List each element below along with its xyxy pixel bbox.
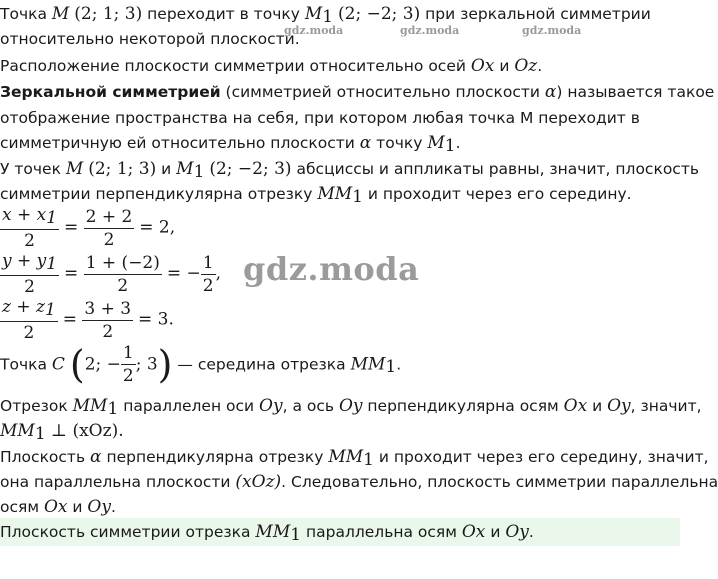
midpoint-line: Точка C (2; − $\frac{1}{2}$ ; 3) — середина отрезка $MM_1$. — [0, 342, 402, 387]
line-14: осям Ox и Oy. — [0, 497, 116, 517]
equation-y: $\frac{y + y_1}{2}$ = $\frac{1 + (-2)}{2}$ = − $\frac{1}{2}$ , — [2, 251, 221, 297]
line-2: относительно некоторой плоскости. — [0, 30, 300, 48]
line-3: Расположение плоскости симметрии относительно осей Ox и Oz. — [0, 56, 543, 76]
equation-z: $\frac{z + z_1}{2}$ = $\frac{3 + 3}{2}$ = 3. — [2, 297, 174, 343]
line-8: симметрии перпендикулярна отрезку $MM_1$ и проходит через его середину. — [0, 184, 632, 207]
line-7: У точек M (2; 1; 3) и $M_1$ (2; −2; 3) абсциссы и аппликаты равны, значит, плоскость — [0, 159, 699, 182]
line-12: Плоскость α перпендикулярна отрезку $MM_1$ и проходит через его середину, значит, — [0, 447, 709, 470]
watermark-small-1: gdz.moda — [284, 24, 344, 37]
line-5: отображение пространства на себя, при котором любая точка M переходит в — [0, 109, 640, 127]
watermark-small-2: gdz.moda — [400, 24, 460, 37]
line-10: Отрезок $MM_1$ параллелен оси Oy, а ось Oy перпендикулярна осям Ox и Oy, значит, — [0, 396, 702, 419]
answer-line: Плоскость симметрии отрезка $MM_1$ параллельна осям Ox и Oy. — [0, 522, 534, 545]
line-4: Зеркальной симметрией (симметрией относительно плоскости α) называется такое — [0, 82, 715, 102]
equation-x: $\frac{x + x_1}{2}$ = $\frac{2 + 2}{2}$ = 2, — [2, 205, 176, 251]
line-11: $MM_1$ ⊥ (xOz). — [0, 421, 124, 444]
line-1: Точка M (2; 1; 3) переходит в точку $M_1$ (2; −2; 3) при зеркальной симметрии — [0, 4, 651, 27]
line-13: она параллельна плоскости (xOz). Следовательно, плоскость симметрии параллельна — [0, 472, 718, 492]
line-6: симметричную ей относительно плоскости α точку $M_1$. — [0, 133, 461, 156]
watermark-large: gdz.moda — [243, 250, 420, 288]
watermark-small-3: gdz.moda — [522, 24, 582, 37]
